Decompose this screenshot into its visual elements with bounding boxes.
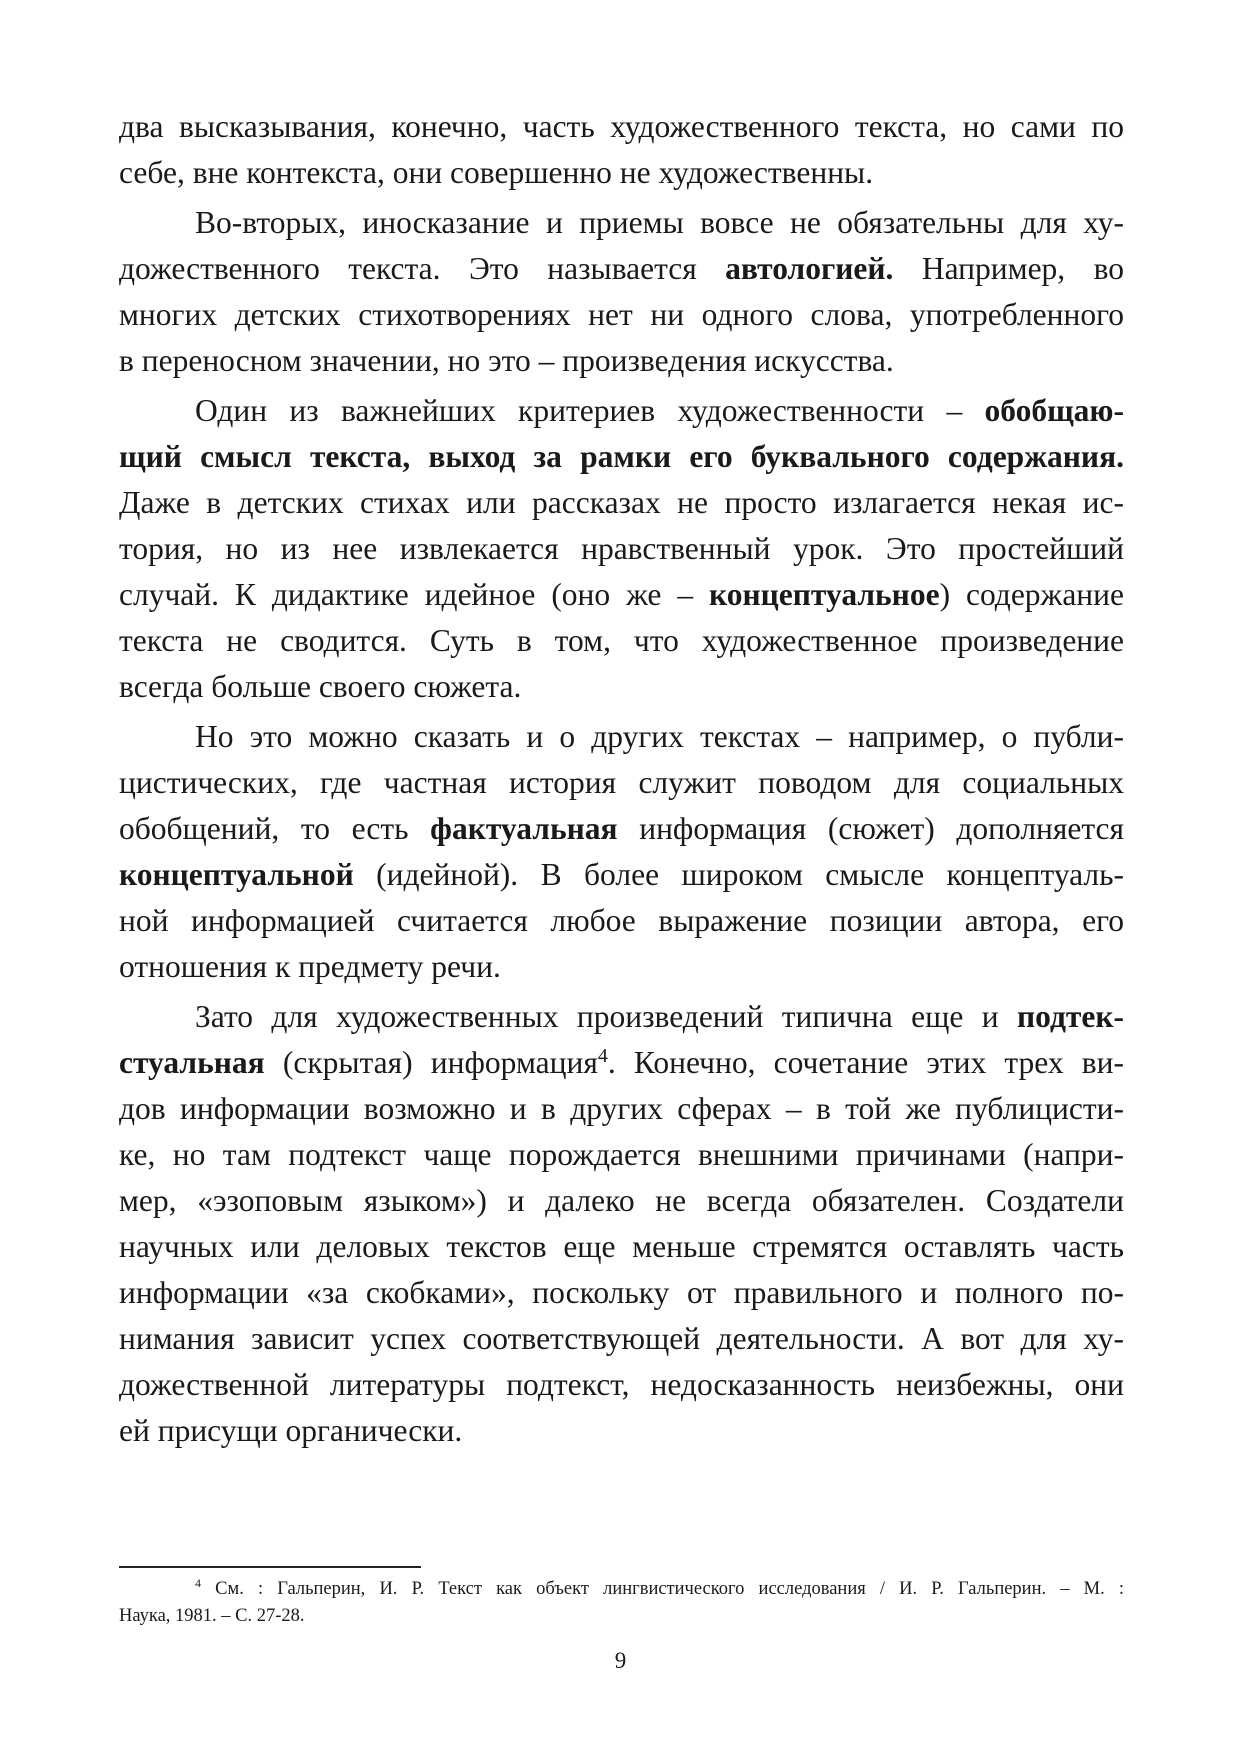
text-line: обобщений, то есть фактуальная информация (сюжет) дополняется xyxy=(119,811,1124,846)
text-line: ной информацией считается любое выражение позиции автора, его xyxy=(119,903,1124,938)
text-line xyxy=(119,434,1124,480)
text-line: Один из важнейших критериев художественности – обобщаю- xyxy=(195,393,1124,428)
term-subtextual: стуальная xyxy=(119,1045,265,1080)
term-conceptual: концептуальное xyxy=(709,577,940,612)
text-line: стуальная (скрытая) информация$^4$. Конечно, сочетание этих трех ви- xyxy=(119,1045,1124,1080)
text-line: отношения к предмету речи. xyxy=(119,949,501,984)
footnote-separator xyxy=(119,1566,421,1568)
text-line: мер, «эзоповым языком») и далеко не всегда обязателен. Создатели xyxy=(119,1183,1124,1218)
text-line: дожественного текста. Это называется автологией. Например, во xyxy=(119,251,1124,286)
text-line: текста не сводится. Суть в том, что художественное произведение xyxy=(119,623,1124,658)
text-line: информации «за скобками», поскольку от правильного и полного по- xyxy=(119,1275,1124,1310)
footnote-marker: 4 xyxy=(195,1576,201,1590)
text-line: тория, но из нее извлекается нравственный урок. Это простейший xyxy=(119,531,1124,566)
text-line: Во-вторых, иносказание и приемы вовсе не обязательны для ху- xyxy=(195,205,1124,240)
term-generalizing-meaning: щий смысл текста, выход за рамки его буквального содержания. xyxy=(119,439,1124,474)
text-line: нимания зависит успех соответствующей деятельности. А вот для ху- xyxy=(119,1321,1124,1356)
text-line: два высказывания, конечно, часть художественного текста, но сами по xyxy=(119,109,1124,144)
term-factual: фактуальная xyxy=(430,811,618,846)
text-line: многих детских стихотворениях нет ни одного слова, употребленного xyxy=(119,297,1124,332)
text-line: Но это можно сказать и о других текстах – например, о публи- xyxy=(195,719,1124,754)
text-line: цистических, где частная история служит поводом для социальных xyxy=(119,765,1124,800)
text-line: себе, вне контекста, они совершенно не художественны. xyxy=(119,155,874,190)
text-line: в переносном значении, но это – произведения искусства. xyxy=(119,343,894,378)
footnote-reference[interactable]: 4 xyxy=(597,1045,608,1067)
term-conceptual: концептуальной xyxy=(119,857,354,892)
text-line: ке, но там подтекст чаще порождается внешними причинами (напри- xyxy=(119,1137,1124,1172)
text-line: дов информации возможно и в других сферах – в той же публицисти- xyxy=(119,1091,1124,1126)
footnote: $^4$ См. : Гальперин, И. Р. Текст как объект лингвистического исследования / И. Р. Гальперин. – М. : xyxy=(195,1576,1124,1599)
term-subtextual: подтек- xyxy=(1016,999,1124,1034)
footnote: Наука, 1981. – С. 27-28. xyxy=(119,1606,305,1626)
text-line: научных или деловых текстов еще меньше стремятся оставлять часть xyxy=(119,1229,1124,1264)
text-line: всегда больше своего сюжета. xyxy=(119,669,522,704)
text-line: Даже в детских стихах или рассказах не просто излагается некая ис- xyxy=(119,485,1124,520)
text-line: случай. К дидактике идейное (оно же – концептуальное) содержание xyxy=(119,577,1124,612)
text-line: ей присущи органически. xyxy=(119,1413,463,1448)
text-line: концептуальной (идейной). В более широком смысле концептуаль- xyxy=(119,857,1124,892)
text-line: Зато для художественных произведений типична еще и подтек- xyxy=(195,999,1124,1034)
page-number: 9 xyxy=(614,1648,627,1673)
term-generalizing-meaning: обобщаю- xyxy=(984,393,1124,428)
term-autology: автологией. xyxy=(725,251,894,286)
text-line: дожественной литературы подтекст, недосказанность неизбежны, они xyxy=(119,1367,1124,1402)
